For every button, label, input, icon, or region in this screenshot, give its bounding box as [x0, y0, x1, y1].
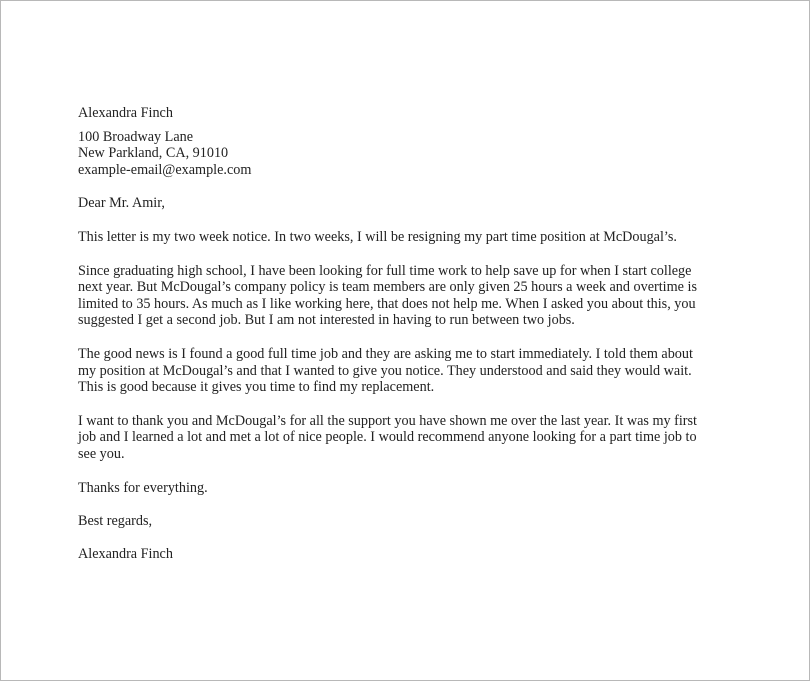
paragraph-2 — [78, 263, 738, 329]
paragraph-line: job and I learned a lot and met a lot of nice people. I would recommend anyone looking for a part time job to — [78, 429, 697, 446]
sender-name: Alexandra Finch — [78, 105, 173, 121]
letter-body — [78, 105, 738, 579]
paragraph-4 — [78, 413, 738, 463]
signature-block — [78, 546, 738, 563]
paragraph-3 — [78, 346, 738, 396]
paragraph-line: I want to thank you and McDougal’s for all the support you have shown me over the last year. It was my first — [78, 412, 697, 429]
paragraph-line: This letter is my two week notice. In two weeks, I will be resigning my part time position at McDougal’s. — [78, 228, 677, 245]
salutation: Dear Mr. Amir, — [78, 195, 165, 212]
salutation-block — [78, 195, 738, 212]
paragraph-line: Since graduating high school, I have been looking for full time work to help save up for when I start college — [78, 262, 692, 279]
sender-email: example-email@example.com — [78, 161, 252, 178]
address-line-2: New Parkland, CA, 91010 — [78, 145, 229, 162]
signature-name: Alexandra Finch — [78, 545, 173, 562]
paragraph-1 — [78, 229, 738, 246]
closing-thanks: Thanks for everything. — [78, 479, 208, 496]
paragraph-line: limited to 35 hours. As much as I like working here, that does not help me. When I asked you about this, you — [78, 295, 696, 312]
paragraph-line: next year. But McDougal’s company policy is team members are only given 25 hours a week and overtime is — [78, 279, 697, 296]
paragraph-line: The good news is I found a good full time job and they are asking me to start immediately. I told them about — [78, 345, 693, 362]
address-line-1: 100 Broadway Lane — [78, 128, 194, 145]
sender-name-block — [78, 105, 738, 122]
paragraph-line: suggested I get a second job. But I am not interested in having to run between two jobs. — [78, 312, 575, 329]
paragraph-line: This is good because it gives you time to find my replacement. — [78, 379, 435, 396]
paragraph-line: see you. — [78, 445, 125, 462]
closing-regards-block — [78, 513, 738, 530]
sender-address-block — [78, 129, 738, 179]
closing-regards: Best regards, — [78, 513, 153, 530]
paragraph-line: my position at McDougal’s and that I wanted to give you notice. They understood and said they would wait. — [78, 362, 692, 379]
closing-thanks-block — [78, 480, 738, 497]
